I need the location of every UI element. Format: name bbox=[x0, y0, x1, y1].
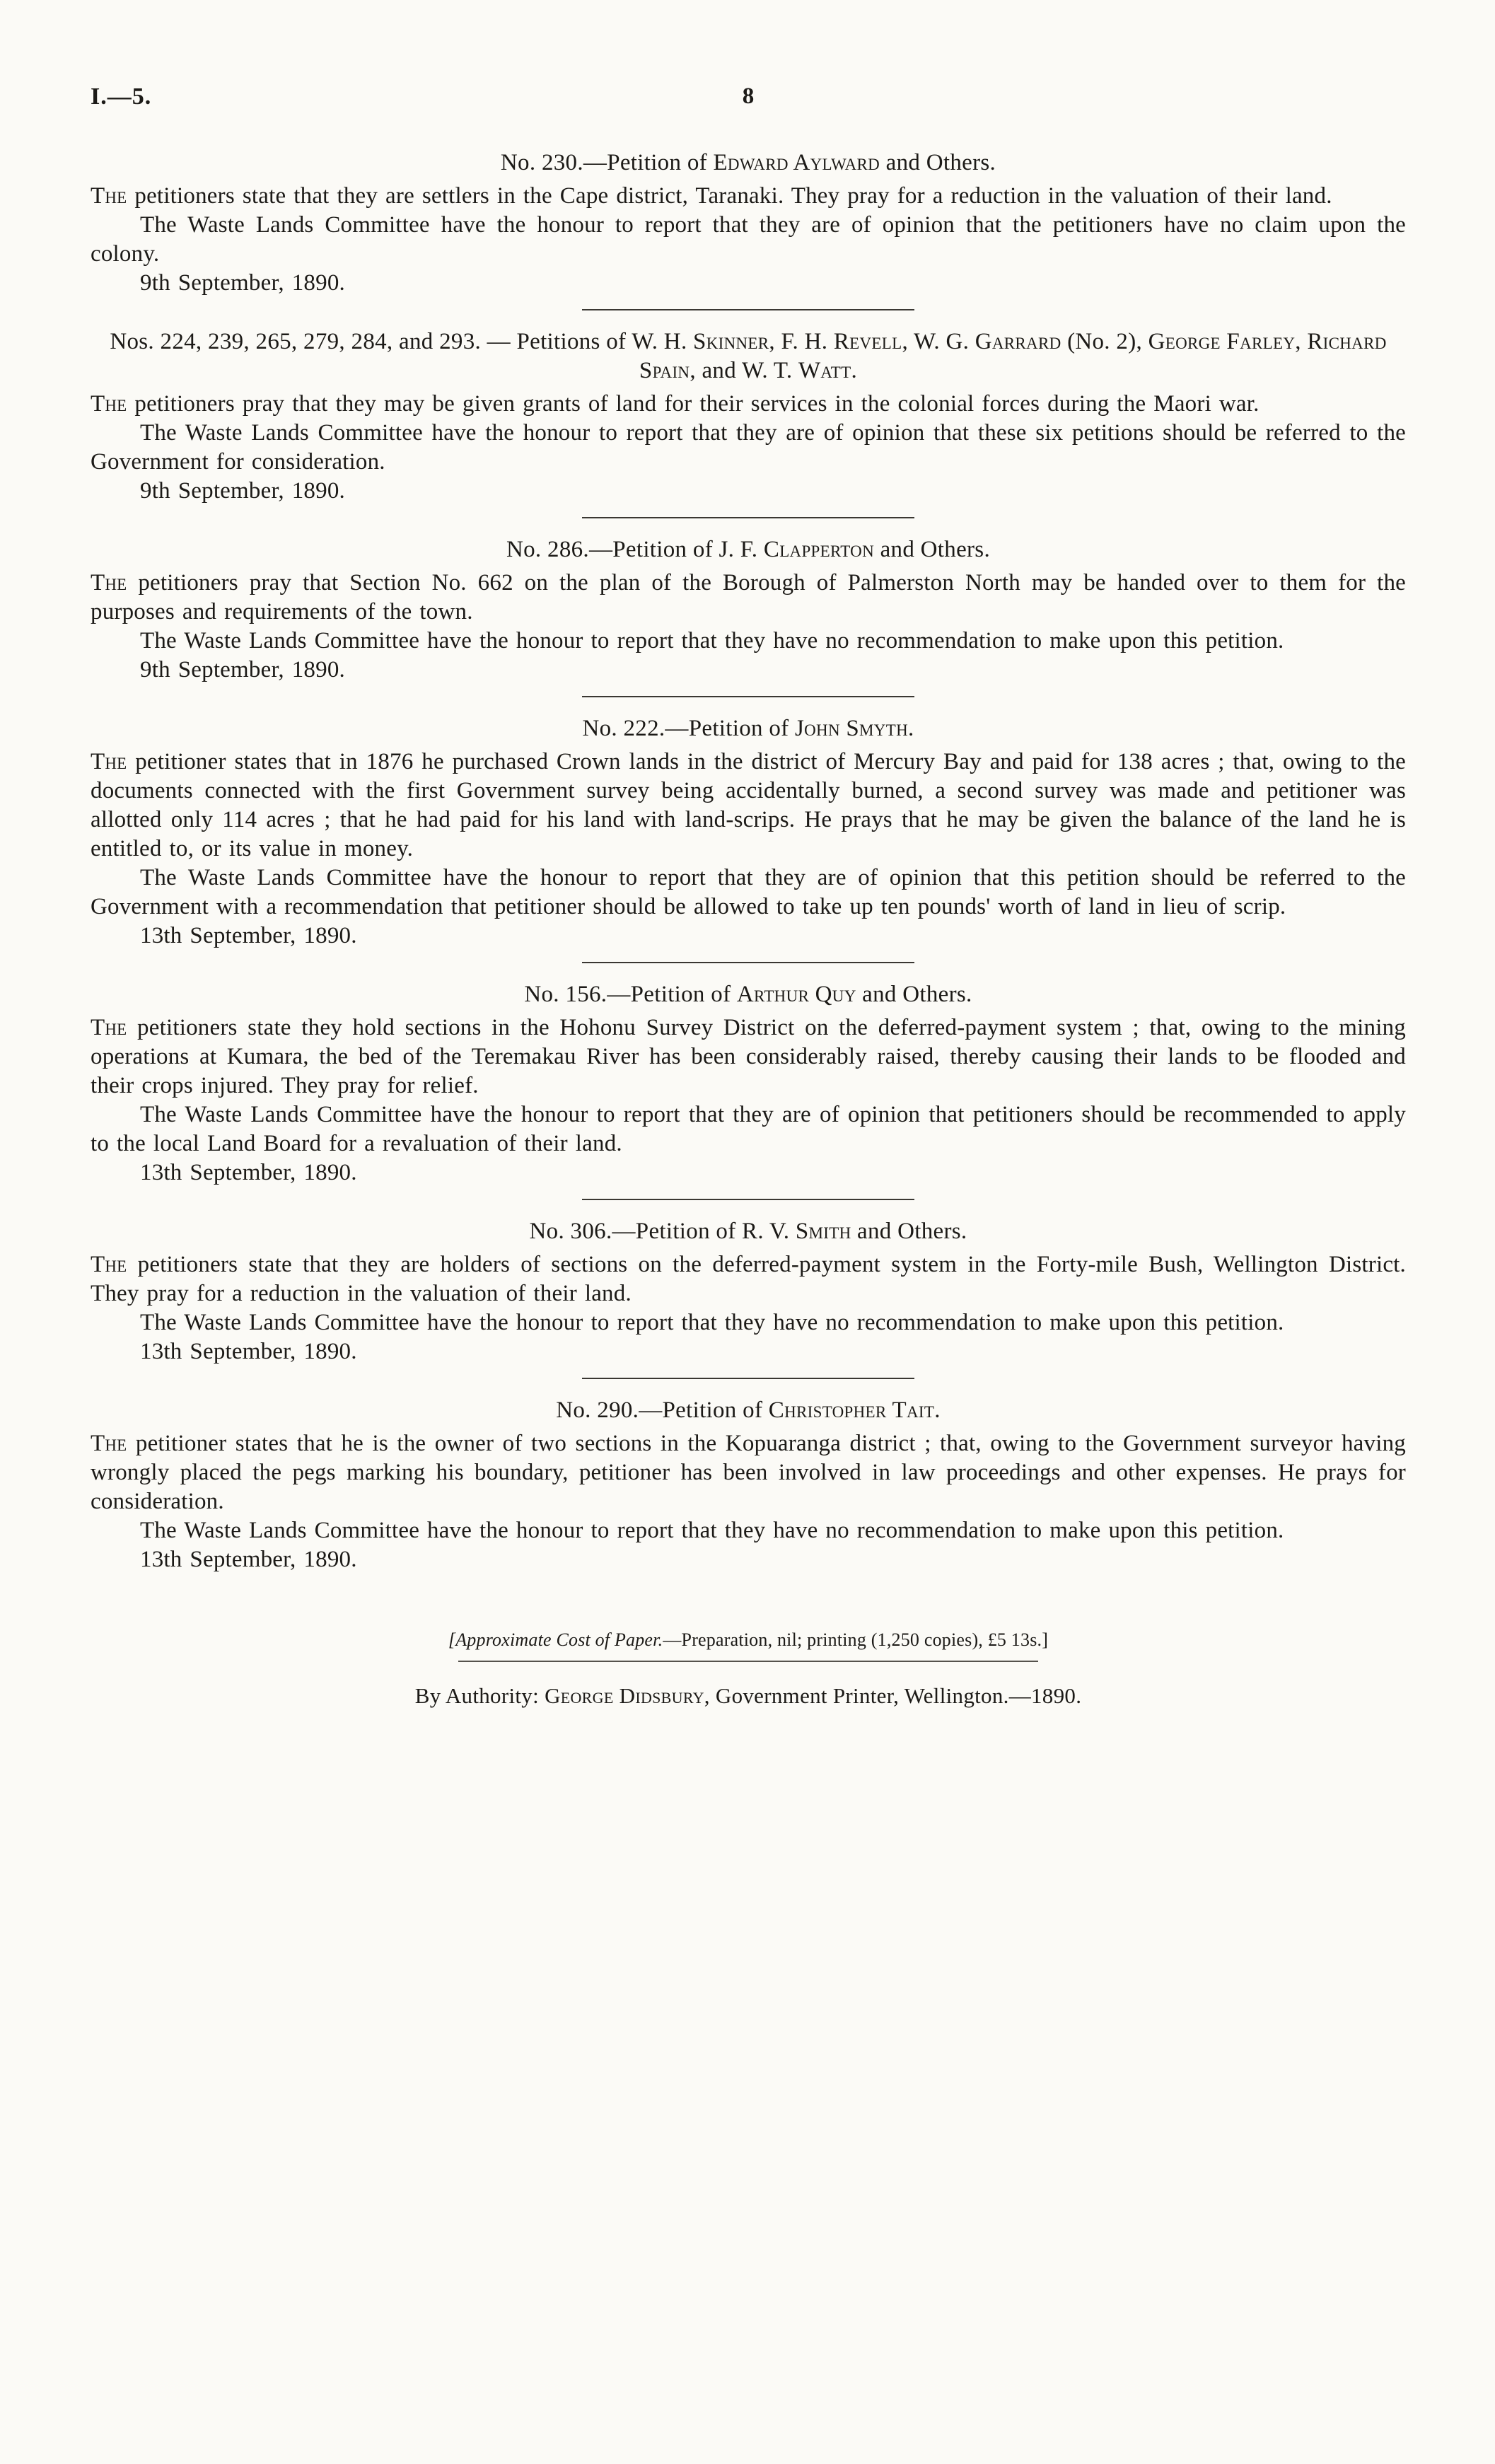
small-caps-text: The bbox=[91, 1252, 127, 1277]
petition-paragraph bbox=[91, 1013, 1406, 1100]
small-caps-text: The bbox=[91, 1431, 127, 1456]
petition-paragraph bbox=[91, 1429, 1406, 1516]
small-caps-text: Richard Spain bbox=[639, 329, 1387, 383]
text-run: Nos. 224, 239, 265, 279, 284, and 293. — Petitions of W. H. bbox=[110, 329, 694, 354]
small-caps-text: The bbox=[91, 570, 127, 595]
text-run: petitioners state they hold sections in the Hohonu Survey District on the deferred-payment system ; that, owing to the mining operations at Kumara, the bed of the Teremakau River has been considerably raised, thereby causing their lands to be flooded and their crops injured. They pray for relief. bbox=[91, 1015, 1406, 1098]
text-run: By Authority: bbox=[414, 1683, 545, 1708]
text-run: and Others. bbox=[856, 982, 972, 1007]
text-run: 13th September, 1890. bbox=[140, 1339, 357, 1364]
text-run: 9th September, 1890. bbox=[140, 270, 345, 296]
page-footer bbox=[91, 1629, 1406, 1709]
petition-paragraph bbox=[91, 1100, 1406, 1158]
text-run: 13th September, 1890. bbox=[140, 923, 357, 948]
small-caps-text: The bbox=[91, 1015, 127, 1040]
text-run: 9th September, 1890. bbox=[140, 657, 345, 682]
petition-paragraph bbox=[91, 1308, 1406, 1337]
petition-section bbox=[91, 1217, 1406, 1366]
small-caps-text: The bbox=[91, 183, 127, 209]
text-run: —Preparation, nil; printing (1,250 copies), £5 13s.] bbox=[663, 1629, 1049, 1650]
text-run: , Government Printer, Wellington.—1890. bbox=[704, 1683, 1082, 1708]
text-run: petitioners pray that they may be given grants of land for their services in the colonial forces during the Maori war. bbox=[127, 391, 1260, 417]
page-number: 8 bbox=[742, 83, 755, 109]
small-caps-text: Edward Aylward bbox=[713, 150, 880, 175]
text-run: No. 230.—Petition of bbox=[500, 150, 714, 175]
text-run: The Waste Lands Committee have the honour to report that they are of opinion that petitioners should be recommended to apply to the local Land Board for a revaluation of their land. bbox=[91, 1102, 1406, 1156]
text-run: The Waste Lands Committee have the honour to report that they have no recommendation to make upon this petition. bbox=[140, 1310, 1284, 1335]
text-run: petitioners pray that Section No. 662 on the plan of the Borough of Palmerston North may be handed over to them for the purposes and requirements of the town. bbox=[91, 570, 1406, 624]
section-divider-rule bbox=[582, 1378, 914, 1379]
text-run: The Waste Lands Committee have the honour to report that they have no recommendation to make upon this petition. bbox=[140, 1518, 1284, 1543]
page-header bbox=[91, 83, 1406, 116]
small-caps-text: Smith bbox=[795, 1219, 851, 1244]
text-run: No. 156.—Petition of bbox=[524, 982, 737, 1007]
text-run: petitioners state that they are holders of sections on the deferred-payment system in the Forty-mile Bush, Wellington District. They pray for a reduction in the valuation of their land. bbox=[91, 1252, 1406, 1306]
petition-title bbox=[91, 714, 1406, 743]
section-divider-rule bbox=[582, 962, 914, 963]
text-run: (No. 2), bbox=[1061, 329, 1148, 354]
text-run: petitioner states that in 1876 he purchased Crown lands in the district of Mercury Bay and paid for 138 acres ; that, owing to the documents connected with the first Government survey being accidentally burned, a second survey was made and petitioner was allotted only 114 acres ; that he had paid for his land with land-scrips. He prays that he may be given the balance of the land he is entitled to, or its value in money. bbox=[91, 749, 1406, 861]
petition-title bbox=[91, 535, 1406, 564]
section-divider-rule bbox=[582, 517, 914, 518]
text-run: No. 290.—Petition of bbox=[556, 1397, 769, 1423]
section-divider-rule bbox=[582, 1199, 914, 1200]
petition-paragraph bbox=[91, 627, 1406, 656]
petition-section bbox=[91, 327, 1406, 506]
petition-title bbox=[91, 1217, 1406, 1246]
small-caps-text: The bbox=[91, 749, 127, 774]
text-run: and Others. bbox=[851, 1219, 967, 1244]
text-run: , bbox=[1295, 329, 1308, 354]
text-run: , W. G. bbox=[902, 329, 975, 354]
text-run: 13th September, 1890. bbox=[140, 1547, 357, 1572]
text-run: petitioner states that he is the owner of two sections in the Kopuaranga district ; that, owing to the Government surveyor having wrongly placed the pegs marking his boundary, petitioner has been involved in law proceedings and other expenses. He prays for consideration. bbox=[91, 1431, 1406, 1514]
italic-text: [Approximate Cost of Paper. bbox=[448, 1629, 663, 1650]
petition-paragraph bbox=[91, 1516, 1406, 1545]
small-caps-text: John Smyth bbox=[794, 716, 908, 741]
text-run: . bbox=[907, 716, 914, 741]
text-run: . bbox=[934, 1397, 941, 1423]
date-line bbox=[91, 1158, 1406, 1187]
date-line bbox=[91, 269, 1406, 298]
petition-paragraph bbox=[91, 419, 1406, 477]
text-run: The Waste Lands Committee have the honour to report that they are of opinion that these six petitions should be referred to the Government for consideration. bbox=[91, 420, 1406, 475]
small-caps-text: George Didsbury bbox=[545, 1683, 704, 1708]
small-caps-text: Arthur Quy bbox=[736, 982, 856, 1007]
text-run: , F. H. bbox=[769, 329, 834, 354]
text-run: and Others. bbox=[874, 537, 990, 562]
section-divider-rule bbox=[582, 696, 914, 697]
petition-section bbox=[91, 714, 1406, 951]
petition-title bbox=[91, 149, 1406, 178]
petition-paragraph bbox=[91, 1250, 1406, 1308]
small-caps-text: Skinner bbox=[693, 329, 769, 354]
petition-paragraph bbox=[91, 569, 1406, 627]
petition-paragraph bbox=[91, 864, 1406, 922]
petition-title bbox=[91, 980, 1406, 1009]
small-caps-text: Clapperton bbox=[763, 537, 875, 562]
text-run: No. 306.—Petition of R. V. bbox=[529, 1219, 796, 1244]
date-line bbox=[91, 477, 1406, 506]
small-caps-text: Garrard bbox=[975, 329, 1061, 354]
text-run: No. 222.—Petition of bbox=[582, 716, 795, 741]
text-run: No. 286.—Petition of J. F. bbox=[506, 537, 764, 562]
text-run: , and W. T. bbox=[690, 358, 798, 383]
text-run: The Waste Lands Committee have the honour to report that they are of opinion that this petition should be referred to the Government with a recommendation that petitioner should be allowed to take up ten pounds' worth of land in lieu of scrip. bbox=[91, 865, 1406, 919]
document-id: I.—5. bbox=[91, 83, 152, 110]
petition-section bbox=[91, 1396, 1406, 1574]
text-run: . bbox=[851, 358, 858, 383]
petition-paragraph bbox=[91, 182, 1406, 211]
petition-title bbox=[91, 327, 1406, 385]
text-run: The Waste Lands Committee have the honour to report that they have no recommendation to make upon this petition. bbox=[140, 628, 1284, 653]
section-divider-rule bbox=[582, 309, 914, 310]
text-run: The Waste Lands Committee have the honour to report that they are of opinion that the petitioners have no claim upon the colony. bbox=[91, 212, 1406, 267]
petition-section bbox=[91, 149, 1406, 298]
text-run: 13th September, 1890. bbox=[140, 1160, 357, 1185]
small-caps-text: George Farley bbox=[1148, 329, 1296, 354]
small-caps-text: The bbox=[91, 391, 127, 417]
petition-section bbox=[91, 980, 1406, 1187]
petition-paragraph bbox=[91, 211, 1406, 269]
petition-title bbox=[91, 1396, 1406, 1425]
petitions-container bbox=[91, 149, 1406, 1574]
date-line bbox=[91, 1545, 1406, 1574]
text-run: 9th September, 1890. bbox=[140, 478, 345, 504]
small-caps-text: Christopher Tait bbox=[768, 1397, 935, 1423]
petition-paragraph bbox=[91, 748, 1406, 864]
small-caps-text: Watt bbox=[798, 358, 851, 383]
footer-divider bbox=[458, 1661, 1038, 1662]
text-run: and Others. bbox=[880, 150, 996, 175]
small-caps-text: Revell bbox=[833, 329, 902, 354]
petition-section bbox=[91, 535, 1406, 685]
date-line bbox=[91, 1337, 1406, 1366]
date-line bbox=[91, 656, 1406, 685]
petition-paragraph bbox=[91, 390, 1406, 419]
cost-note bbox=[91, 1629, 1406, 1651]
date-line bbox=[91, 922, 1406, 951]
authority-line bbox=[91, 1683, 1406, 1709]
text-run: petitioners state that they are settlers in the Cape district, Taranaki. They pray for a reduction in the valuation of their land. bbox=[127, 183, 1332, 209]
